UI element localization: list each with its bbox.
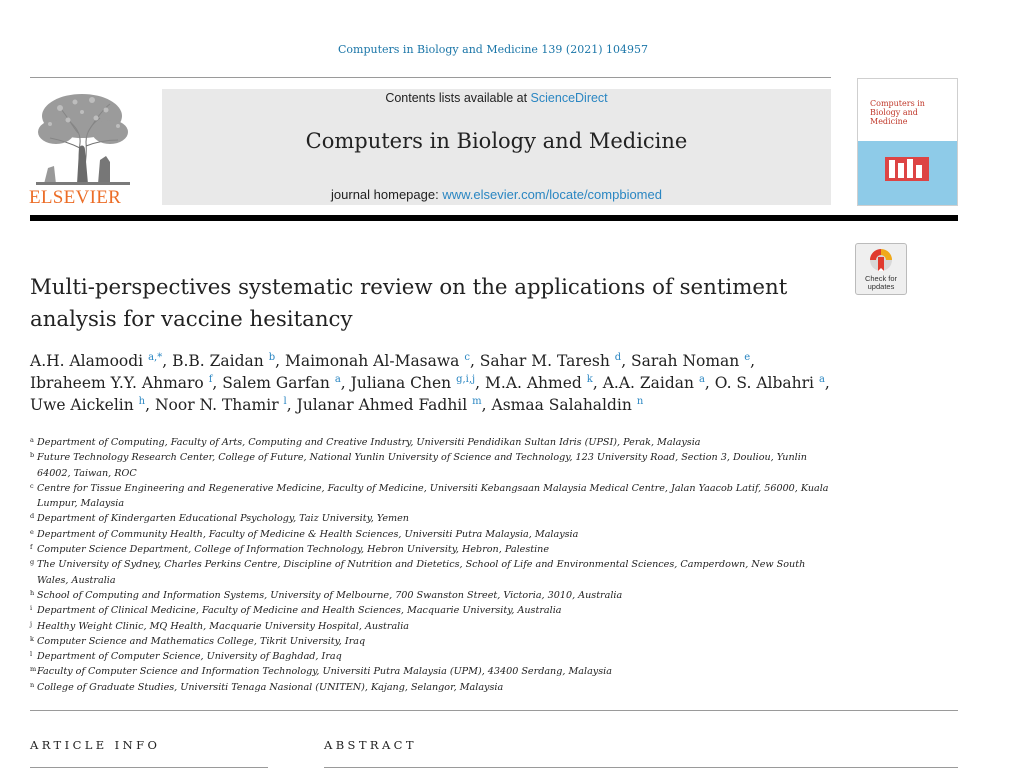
author-affiliation-marker[interactable]: a xyxy=(818,373,825,385)
homepage-prefix: journal homepage: xyxy=(331,187,443,202)
author[interactable] xyxy=(485,374,593,392)
affiliation-marker: h xyxy=(30,588,35,597)
author-name: Juliana Chen xyxy=(350,374,452,392)
journal-cover-thumbnail[interactable] xyxy=(857,78,958,206)
journal-homepage-line xyxy=(162,187,831,202)
author[interactable] xyxy=(30,374,212,392)
abstract-heading: ABSTRACT xyxy=(324,738,417,752)
affiliation-text: Department of Computing, Faculty of Arts, Computing and Creative Industry, Universiti Pendidikan Sultan Idris (UPSI), Perak, Malaysia xyxy=(37,437,701,448)
author-affiliation-marker[interactable]: n xyxy=(636,395,644,407)
author[interactable] xyxy=(30,396,145,414)
affiliation-text: Department of Kindergarten Educational Psychology, Taiz University, Yemen xyxy=(37,513,409,525)
author-name: Salem Garfan xyxy=(222,374,330,392)
author-affiliation-marker[interactable]: m xyxy=(472,395,482,407)
affiliation-item xyxy=(30,619,830,634)
affiliation-marker: m xyxy=(30,665,37,674)
author-name: Sarah Noman xyxy=(631,352,740,370)
affiliation-list xyxy=(30,435,830,695)
affiliation-text: Centre for Tissue Engineering and Regenerative Medicine, Faculty of Medicine, Universiti Kebangsaan Malaysia Medical Centre, Jalan Yaacob Latif, 56000, Kuala Lumpur, Malaysia xyxy=(37,482,829,510)
affiliation-item xyxy=(30,588,830,603)
affiliation-marker: k xyxy=(30,634,34,643)
affiliation-marker: l xyxy=(30,650,33,659)
journal-citation[interactable]: Computers in Biology and Medicine 139 (2021) 104957 xyxy=(338,43,648,56)
author[interactable] xyxy=(480,352,621,370)
affiliation-marker: f xyxy=(30,543,33,552)
author-affiliation-marker[interactable]: c xyxy=(464,351,470,363)
divider xyxy=(324,767,958,768)
author-name: A.H. Alamoodi xyxy=(30,352,144,370)
cover-art-icon xyxy=(885,157,929,181)
author-name: Ibraheem Y.Y. Ahmaro xyxy=(30,374,204,392)
affiliation-marker: n xyxy=(30,680,35,689)
author[interactable] xyxy=(631,352,750,370)
affiliation-marker: g xyxy=(30,558,35,567)
check-updates-icon xyxy=(869,248,893,274)
divider xyxy=(30,77,831,78)
divider xyxy=(30,767,268,768)
affiliation-marker: a xyxy=(30,436,34,444)
affiliation-text: Faculty of Computer Science and Information Technology, Universiti Putra Malaysia (UPM), 43400 Serdang, Malaysia xyxy=(37,666,612,678)
author[interactable] xyxy=(155,396,287,414)
affiliation-marker: j xyxy=(30,619,33,628)
author[interactable] xyxy=(172,352,275,370)
author-name: O. S. Albahri xyxy=(714,374,815,392)
author-name: A.A. Zaidan xyxy=(602,374,694,392)
check-for-updates-button[interactable] xyxy=(855,243,907,295)
affiliation-text: Computer Science and Mathematics College, Tikrit University, Iraq xyxy=(37,635,366,647)
affiliation-item xyxy=(30,680,830,695)
author-name: Julanar Ahmed Fadhil xyxy=(296,396,468,414)
elsevier-wordmark: ELSEVIER xyxy=(29,187,122,208)
cover-title: Computers in Biology and Medicine xyxy=(870,99,925,126)
contents-prefix: Contents lists available at xyxy=(385,91,531,105)
author-list: A.H. Alamoodi $^{a,*}$, B.B. Zaidan $^b$, Maimonah Al-Masawa $^c$, Sahar M. Taresh $^d$, Sarah Noman $^e$, Ibraheem Y.Y. Ahmaro $^f$, Salem Garfan $^a$, Juliana Chen $^{g,i,j}$, M.A. Ahmed $^k$, A.A. Zaidan $^a$, O. S. Albahri $^a$, Uwe Aickelin $^h$, Noor N. Thamir $^l$, Julanar Ahmed Fadhil $^m$, Asmaa Salahaldin $^n$ xyxy=(30,351,830,414)
author-affiliation-marker[interactable]: a xyxy=(698,373,705,385)
author[interactable] xyxy=(492,396,644,414)
author-affiliation-marker[interactable]: l xyxy=(283,395,287,407)
affiliation-text: College of Graduate Studies, Universiti Tenaga Nasional (UNITEN), Kajang, Selangor, Malaysia xyxy=(37,681,504,693)
affiliation-marker: b xyxy=(30,451,35,460)
author[interactable] xyxy=(222,374,341,392)
divider xyxy=(30,710,958,711)
affiliation-text: Computer Science Department, College of Information Technology, Hebron University, Hebron, Palestine xyxy=(37,544,550,556)
affiliation-text: The University of Sydney, Charles Perkins Centre, Discipline of Nutrition and Dietetics, School of Life and Environmental Sciences, Camperdown, New South Wales, Australia xyxy=(37,559,806,586)
affiliation-text: Department of Computer Science, University of Baghdad, Iraq xyxy=(37,651,342,663)
affiliation-item xyxy=(30,603,830,618)
author-name: Uwe Aickelin xyxy=(30,396,134,414)
author[interactable] xyxy=(351,374,476,392)
affiliation-marker: e xyxy=(30,527,34,536)
author-name: Noor N. Thamir xyxy=(154,396,279,414)
author[interactable] xyxy=(285,352,470,370)
author-affiliation-marker[interactable]: a,* xyxy=(148,351,163,363)
affiliation-item xyxy=(30,542,830,557)
article-info-heading: ARTICLE INFO xyxy=(30,738,161,752)
paper-title: Multi-perspectives systematic review on the applications of sentiment analysis for vaccine hesitancy xyxy=(30,275,788,332)
affiliation-item xyxy=(30,557,830,588)
affiliation-item xyxy=(30,435,830,450)
affiliation-item xyxy=(30,527,830,542)
journal-homepage-link[interactable]: www.elsevier.com/locate/compbiomed xyxy=(442,187,662,202)
affiliation-marker: i xyxy=(30,604,33,613)
author-name: Sahar M. Taresh xyxy=(479,352,610,370)
affiliation-item xyxy=(30,664,830,679)
author-affiliation-marker[interactable]: k xyxy=(586,373,593,385)
affiliation-text: School of Computing and Information Systems, University of Melbourne, 700 Swanston Street, Victoria, 3010, Australia xyxy=(37,589,623,601)
affiliation-text: Department of Community Health, Faculty of Medicine & Health Sciences, Universiti Putra Malaysia, Malaysia xyxy=(37,528,579,540)
author-affiliation-marker[interactable]: g,i,j xyxy=(456,373,476,385)
journal-title: Computers in Biology and Medicine xyxy=(305,129,688,153)
check-updates-label: Check for updates xyxy=(864,274,898,291)
author-affiliation-marker[interactable]: e xyxy=(744,351,751,363)
affiliation-item xyxy=(30,511,830,526)
affiliation-item xyxy=(30,450,830,481)
author-affiliation-marker[interactable]: d xyxy=(614,351,622,363)
contents-line xyxy=(162,91,831,105)
author[interactable] xyxy=(30,352,162,370)
affiliation-text: Future Technology Research Center, College of Future, National Yunlin University of Science and Technology, 123 University Road, Section 3, Douliou, Yunlin 64002, Taiwan, ROC xyxy=(37,452,807,479)
author-affiliation-marker[interactable]: a xyxy=(334,373,341,385)
author[interactable] xyxy=(603,374,705,392)
author-name: M.A. Ahmed xyxy=(485,374,582,392)
affiliation-text: Department of Clinical Medicine, Faculty of Medicine and Health Sciences, Macquarie University, Australia xyxy=(37,605,562,617)
header-rule xyxy=(30,215,958,221)
author-name: B.B. Zaidan xyxy=(172,352,264,370)
affiliation-text: Healthy Weight Clinic, MQ Health, Macquarie University Hospital, Australia xyxy=(37,620,410,632)
author-affiliation-marker[interactable]: f xyxy=(208,373,213,385)
author[interactable] xyxy=(715,374,825,392)
author-name: Asmaa Salahaldin xyxy=(491,396,632,414)
author-name: Maimonah Al-Masawa xyxy=(284,352,460,370)
author[interactable] xyxy=(297,396,482,414)
affiliation-item xyxy=(30,649,830,664)
affiliation-item xyxy=(30,481,830,512)
sciencedirect-link[interactable]: ScienceDirect xyxy=(530,91,608,105)
affiliation-marker: c xyxy=(30,481,34,490)
affiliation-marker: d xyxy=(30,512,35,521)
author-affiliation-marker[interactable]: b xyxy=(268,351,276,363)
author-affiliation-marker[interactable]: h xyxy=(138,395,146,407)
affiliation-item xyxy=(30,634,830,649)
